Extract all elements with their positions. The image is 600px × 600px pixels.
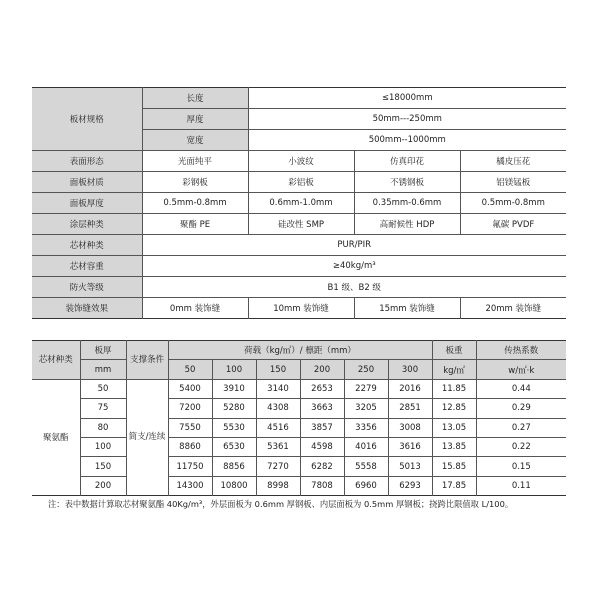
surface-value: 光面纯平 xyxy=(142,151,248,172)
header-load: 荷载（kg/㎡）/ 檩距（mm） xyxy=(168,341,432,360)
core-type-label: 芯材种类 xyxy=(32,235,142,256)
seam-effect-label: 装饰缝效果 xyxy=(32,298,142,319)
surface-label: 表面形态 xyxy=(32,151,142,172)
panel-material-value: 彩铝板 xyxy=(248,172,354,193)
load-value: 7270 xyxy=(256,457,300,476)
panel-material-value: 彩钢板 xyxy=(142,172,248,193)
fire-grade-value: B1 级、B2 级 xyxy=(142,277,566,298)
surface-value: 橘皮压花 xyxy=(460,151,566,172)
row-weight: 15.85 xyxy=(432,457,476,476)
panel-material-value: 铝镁锰板 xyxy=(460,172,566,193)
load-value: 2851 xyxy=(388,399,432,418)
row-thickness: 75 xyxy=(80,399,126,418)
load-value: 6282 xyxy=(300,457,344,476)
core-density-value: ≥40kg/m³ xyxy=(142,256,566,277)
load-value: 6530 xyxy=(212,437,256,456)
row-thickness: 100 xyxy=(80,437,126,456)
load-value: 4308 xyxy=(256,399,300,418)
panel-thickness-label: 面板厚度 xyxy=(32,193,142,214)
load-value: 6293 xyxy=(388,476,432,495)
panel-material-label: 面板材质 xyxy=(32,172,142,193)
load-value: 5280 xyxy=(212,399,256,418)
row-thickness: 80 xyxy=(80,418,126,437)
span-header: 150 xyxy=(256,360,300,379)
load-value: 5558 xyxy=(344,457,388,476)
span-header: 300 xyxy=(388,360,432,379)
row-heat: 0.27 xyxy=(476,418,566,437)
row-weight: 13.85 xyxy=(432,437,476,456)
load-value: 5013 xyxy=(388,457,432,476)
row-heat: 0.44 xyxy=(476,379,566,398)
unit-thickness: mm xyxy=(80,360,126,379)
load-value: 8856 xyxy=(212,457,256,476)
load-value: 4016 xyxy=(344,437,388,456)
header-support: 支撑条件 xyxy=(126,341,168,380)
panel-thickness-value: 0.6mm-1.0mm xyxy=(248,193,354,214)
header-core-type: 芯材种类 xyxy=(32,341,80,380)
unit-weight: kg/㎡ xyxy=(432,360,476,379)
row-heat: 0.29 xyxy=(476,399,566,418)
load-value: 6960 xyxy=(344,476,388,495)
load-value: 10800 xyxy=(212,476,256,495)
support-name: 简支/连续 xyxy=(126,379,168,495)
thickness-label: 厚度 xyxy=(142,109,248,130)
coating-value: 聚酯 PE xyxy=(142,214,248,235)
load-value: 5361 xyxy=(256,437,300,456)
row-heat: 0.22 xyxy=(476,437,566,456)
core-type-value: PUR/PIR xyxy=(142,235,566,256)
board-spec-label: 板材规格 xyxy=(32,88,142,151)
span-header: 250 xyxy=(344,360,388,379)
seam-effect-value: 20mm 装饰缝 xyxy=(460,298,566,319)
load-value: 3616 xyxy=(388,437,432,456)
coating-value: 高耐候性 HDP xyxy=(354,214,460,235)
row-weight: 12.85 xyxy=(432,399,476,418)
load-value: 3205 xyxy=(344,399,388,418)
panel-thickness-value: 0.5mm-0.8mm xyxy=(142,193,248,214)
load-value: 4598 xyxy=(300,437,344,456)
load-value: 3008 xyxy=(388,418,432,437)
coating-label: 涂层种类 xyxy=(32,214,142,235)
load-value: 3140 xyxy=(256,379,300,398)
footnote: 注：表中数据计算取芯材聚氨酯 40Kg/m³，外层面板为 0.6mm 厚钢板、内层面板为 0.5mm 厚钢板；挠跨比限值取 L/100。 xyxy=(48,499,514,509)
load-value: 2653 xyxy=(300,379,344,398)
load-value: 3356 xyxy=(344,418,388,437)
unit-heat: w/㎡·k xyxy=(476,360,566,379)
span-header: 100 xyxy=(212,360,256,379)
row-thickness: 150 xyxy=(80,457,126,476)
surface-value: 小波纹 xyxy=(248,151,354,172)
load-value: 4516 xyxy=(256,418,300,437)
fire-grade-label: 防火等级 xyxy=(32,277,142,298)
span-header: 50 xyxy=(168,360,212,379)
load-value: 8860 xyxy=(168,437,212,456)
row-weight: 11.85 xyxy=(432,379,476,398)
load-value: 8998 xyxy=(256,476,300,495)
row-weight: 17.85 xyxy=(432,476,476,495)
load-value: 3910 xyxy=(212,379,256,398)
load-value: 7808 xyxy=(300,476,344,495)
header-weight: 板重 xyxy=(432,341,476,360)
load-value: 3857 xyxy=(300,418,344,437)
span-header: 200 xyxy=(300,360,344,379)
length-label: 长度 xyxy=(142,88,248,109)
thickness-value: 50mm---250mm xyxy=(248,109,566,130)
row-heat: 0.11 xyxy=(476,476,566,495)
panel-thickness-value: 0.35mm-0.6mm xyxy=(354,193,460,214)
load-value: 5530 xyxy=(212,418,256,437)
load-value: 7200 xyxy=(168,399,212,418)
seam-effect-value: 10mm 装饰缝 xyxy=(248,298,354,319)
load-value: 7550 xyxy=(168,418,212,437)
row-thickness: 200 xyxy=(80,476,126,495)
header-thickness: 板厚 xyxy=(80,341,126,360)
surface-value: 仿真印花 xyxy=(354,151,460,172)
row-heat: 0.15 xyxy=(476,457,566,476)
panel-thickness-value: 0.5mm-0.8mm xyxy=(460,193,566,214)
load-value: 11750 xyxy=(168,457,212,476)
coating-value: 硅改性 SMP xyxy=(248,214,354,235)
core-name: 聚氨酯 xyxy=(32,379,80,495)
seam-effect-value: 15mm 装饰缝 xyxy=(354,298,460,319)
row-thickness: 50 xyxy=(80,379,126,398)
load-table xyxy=(32,340,566,496)
load-value: 5400 xyxy=(168,379,212,398)
load-value: 14300 xyxy=(168,476,212,495)
header-heat: 传热系数 xyxy=(476,341,566,360)
spec-table xyxy=(32,87,566,319)
row-weight: 13.05 xyxy=(432,418,476,437)
width-value: 500mm--1000mm xyxy=(248,130,566,151)
core-density-label: 芯材容重 xyxy=(32,256,142,277)
width-label: 宽度 xyxy=(142,130,248,151)
load-value: 2016 xyxy=(388,379,432,398)
load-value: 2279 xyxy=(344,379,388,398)
coating-value: 氟碳 PVDF xyxy=(460,214,566,235)
seam-effect-value: 0mm 装饰缝 xyxy=(142,298,248,319)
length-value: ≤18000mm xyxy=(248,88,566,109)
load-value: 3663 xyxy=(300,399,344,418)
panel-material-value: 不锈钢板 xyxy=(354,172,460,193)
